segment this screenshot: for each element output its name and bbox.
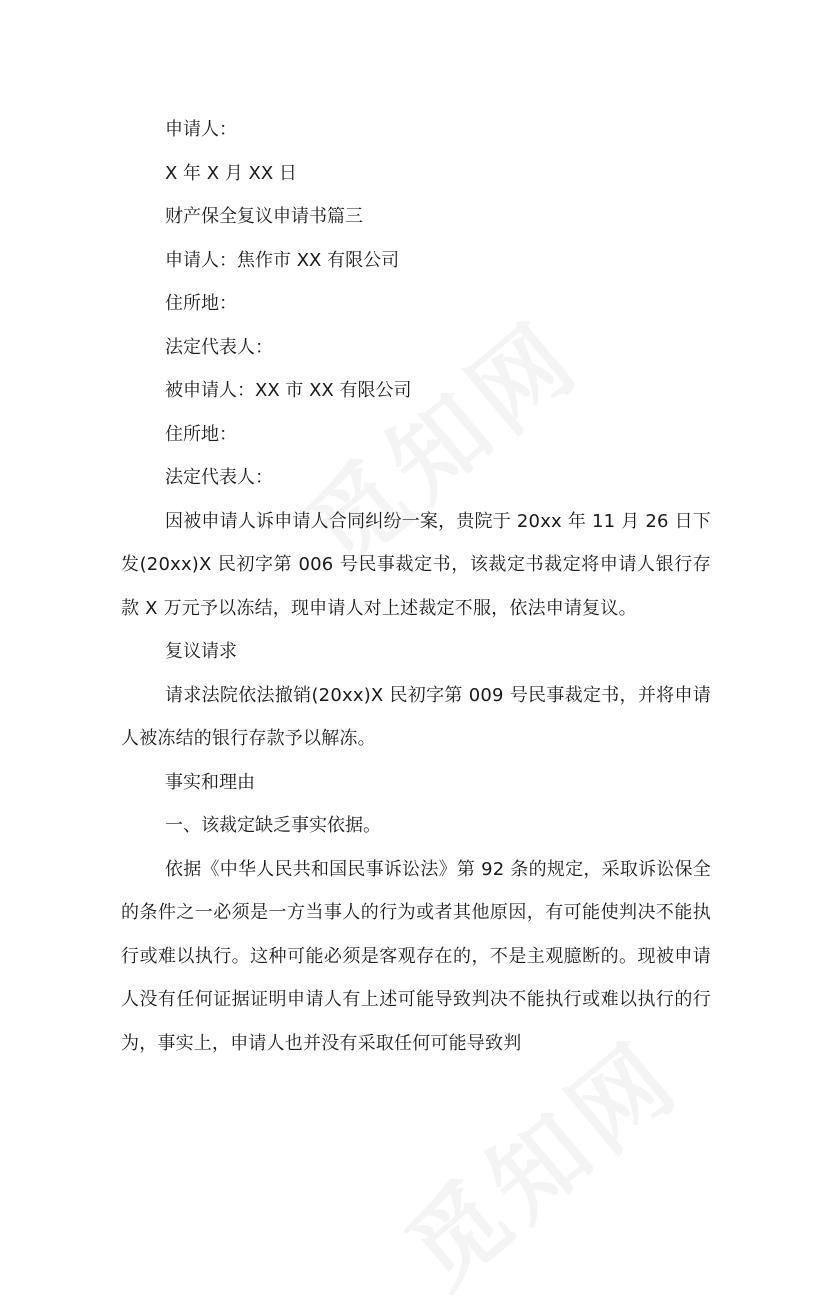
reason-one-paragraph: 依据《中华人民共和国民事诉讼法》第 92 条的规定，采取诉讼保全的条件之一必须是一方当事人的行为或者其他原因，有可能使判决不能执行或难以执行。这种可能必须是客观存在的，不是主观臆断的。现被申请人没有任何证据证明申请人有上述可能导致判决不能执行或难以执行的行为，事实上，申请人也并没有采取任何可能导致判 [121, 858, 711, 1054]
document-body [121, 108, 711, 1065]
request-heading: 复议请求 [165, 641, 237, 662]
respondent-line: 被申请人：XX 市 XX 有限公司 [165, 380, 412, 401]
reason-one-heading: 一、该裁定缺乏事实依据。 [165, 815, 381, 836]
respondent-address: 住所地： [165, 423, 237, 445]
applicant-signature-label: 申请人： [165, 119, 237, 140]
date-line: X 年 X 月 XX 日 [165, 162, 297, 184]
request-paragraph: 请求法院依法撤销(20xx)X 民初字第 009 号民事裁定书，并将申请人被冻结的银行存款予以解冻。 [121, 684, 711, 749]
facts-heading: 事实和理由 [165, 771, 255, 793]
respondent-legal-rep: 法定代表人： [165, 467, 273, 488]
section-title: 财产保全复议申请书篇三 [165, 206, 363, 227]
case-background-paragraph: 因被申请人诉申请人合同纠纷一案，贵院于 20xx 年 11 月 26 日下发(20xx)X 民初字第 006 号民事裁定书，该裁定书裁定将申请人银行存款 X 万元予以冻结，现申请人对上述裁定不服，依法申请复议。 [121, 510, 711, 619]
applicant-line: 申请人：焦作市 XX 有限公司 [165, 249, 400, 271]
applicant-address: 住所地： [165, 293, 237, 314]
applicant-legal-rep: 法定代表人： [165, 336, 273, 358]
